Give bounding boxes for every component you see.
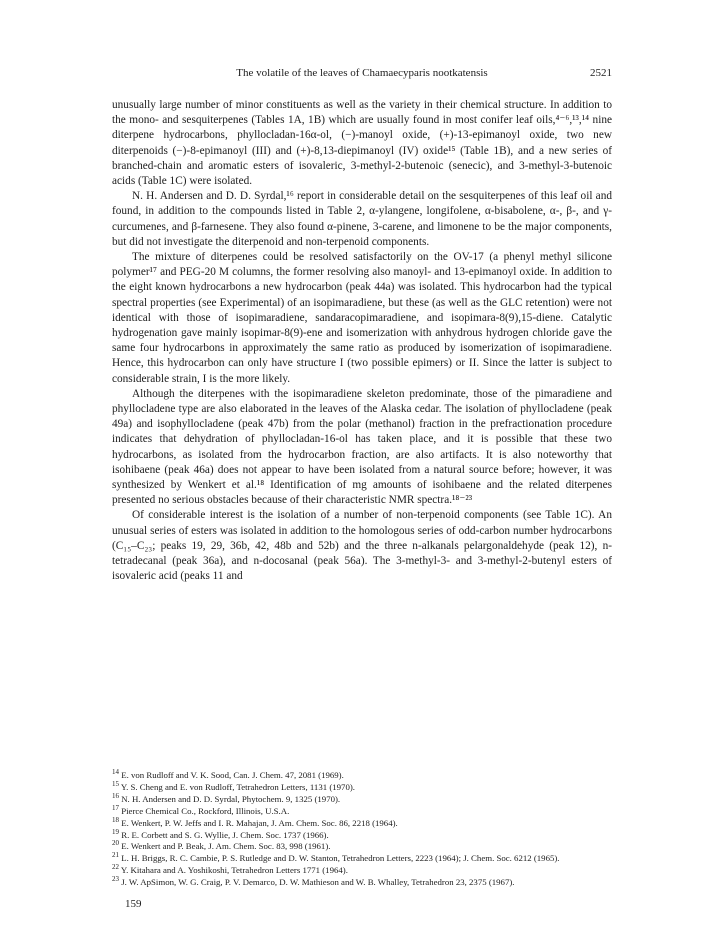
reference-item [112, 779, 612, 794]
page-number: 2521 [590, 67, 612, 79]
reference-item [112, 853, 612, 865]
paragraph: N. H. Andersen and D. D. Syrdal,¹⁶ report in considerable detail on the sesquiterpenes of this leaf oil and found, in addition to the compounds listed in Table 2, α-ylangene, longifolene, α-bisabolene, α-, β-, and γ-curcumenes, and β-farnesene. They also found α-pinene, 3-carene, and limonene to be the major components, but did not investigate the diterpenoid and non-terpenoid components. [112, 190, 612, 248]
reference-item [112, 865, 612, 877]
reference-number: 20 [112, 839, 119, 848]
reference-number: 14 [112, 768, 119, 777]
paragraph: Of considerable interest is the isolation of a number of non-terpenoid components (see Table 1C). An unusual series of esters was isolated in addition to the homologous series of odd-carbon number hydrocarbons (C₁₅–C₂₃; peaks 19, 29, 36b, 42, 48b and 52b) and the three n-alkanals pelargonaldehyde (peak 12), n-tetradecanal (peak 36a), and n-docosanal (peak 56a). The 3-methyl-3- and 3-methyl-2-butenyl esters of isovaleric acid (peaks 11 and [112, 509, 612, 583]
reference-item [112, 791, 612, 806]
reference-number: 19 [112, 827, 119, 836]
running-title: The volatile of the leaves of Chamaecyparis nootkatensis [236, 67, 488, 79]
reference-text: N. H. Andersen and D. D. Syrdal, Phytochem. 9, 1325 (1970). [121, 793, 341, 804]
paragraph: The mixture of diterpenes could be resolved satisfactorily on the OV-17 (a phenyl methyl silicone polymer¹⁷ and PEG-20 M columns, the former resolving also manoyl- and 13-epimanoyl oxide. In addition to the eight known hydrocarbons a new hydrocarbon (peak 44a) was isolated. This hydrocarbon had the typical spectral properties (see Experimental) of an isopimaradiene, but these (as well as the GLC retention) were not identical with those of isopimaradiene, sandaracopimaradiene, and isopimara-8(9),15-diene. Catalytic hydrogenation gave mainly isopimar-8(9)-ene and isomerization with anhydrous hydrogen chloride gave the same four hydrocarbons in approximately the same ratio as produced by isomerization of isopimaradiene. Hence, this hydrocarbon can only have structure I (two possible epimers) or II. Since the latter is subject to considerable strain, I is the more likely. [112, 251, 612, 385]
reference-text: Pierce Chemical Co., Rockford, Illinois, U.S.A. [121, 805, 290, 816]
reference-text: L. H. Briggs, R. C. Cambie, P. S. Rutledge and D. W. Stanton, Tetrahedron Letters, 2223 (1964); J. Chem. Soc. 6212 (1965). [121, 853, 560, 864]
page-header [112, 67, 612, 83]
reference-number: 22 [112, 863, 119, 872]
article-body [112, 98, 612, 585]
reference-number: 23 [112, 875, 119, 884]
reference-text: E. Wenkert and P. Beak, J. Am. Chem. Soc. 83, 998 (1961). [121, 841, 331, 852]
reference-number: 16 [112, 791, 119, 800]
reference-number: 21 [112, 851, 119, 860]
folio-number: 159 [125, 898, 142, 910]
reference-text: E. von Rudloff and V. K. Sood, Can. J. Chem. 47, 2081 (1969). [121, 770, 344, 780]
reference-item [112, 827, 612, 842]
reference-item [112, 841, 612, 853]
reference-number: 18 [112, 815, 119, 824]
reference-text: E. Wenkert, P. W. Jeffs and I. R. Mahajan, J. Am. Chem. Soc. 86, 2218 (1964). [121, 817, 398, 828]
reference-item [112, 877, 612, 889]
reference-item [112, 803, 612, 818]
reference-text: R. E. Corbett and S. G. Wyllie, J. Chem. Soc. 1737 (1966). [121, 829, 329, 840]
paragraph: unusually large number of minor constituents as well as the variety in their chemical structure. In addition to the mono- and sesquiterpenes (Tables 1A, 1B) which are usually found in most conifer leaf oils,⁴⁻⁶,¹³,¹⁴ nine diterpene hydrocarbons, phyllocladan-16α-ol, (−)-manoyl oxide, (+)-13-epimanoyl oxide, two new diterpenoids (−)-8-epimanoyl (III) and (+)-8,13-diepimanoyl (IV) oxide¹⁵ (Table 1B), and a new series of branched-chain and aromatic esters of isovaleric, 3-methyl-2-butenoic (senecic), and 3-methyl-3-butenoic acids (Table 1C) were isolated. [112, 99, 612, 188]
reference-item [112, 815, 612, 830]
reference-number: 17 [112, 803, 119, 812]
reference-text: Y. S. Cheng and E. von Rudloff, Tetrahedron Letters, 1131 (1970). [120, 781, 355, 792]
reference-text: J. W. ApSimon, W. G. Craig, P. V. Demarco, D. W. Mathieson and W. B. Whalley, Tetrahedron 23, 2375 (1967). [121, 877, 515, 888]
paragraph: Although the diterpenes with the isopimaradiene skeleton predominate, those of the pimaradiene and phyllocladene type are also elaborated in the leaves of the Alaska cedar. The isolation of phyllocladene (peak 49a) and isophyllocladene (peak 47b) from the polar (methanol) fraction in the prefractionation procedure indicates that dehydration of phyllocladan-16-ol has taken place, and it is possible that these two hydrocarbons, as isolated from the hydrocarbon fraction, are also artifacts. It is also noteworthy that isohibaene (peak 46a) does not appear to have been isolated from a natural source before; however, it was synthesized by Wenkert et al.¹⁸ Identification of mg amounts of isohibaene and the related diterpenes presented no serious obstacles because of their characteristic NMR spectra.¹⁸⁻²³ [112, 387, 612, 507]
reference-number: 15 [112, 779, 119, 788]
reference-text: Y. Kitahara and A. Yoshikoshi, Tetrahedron Letters 1771 (1964). [120, 865, 348, 876]
footnote-references [112, 770, 612, 889]
reference-item [112, 770, 612, 782]
